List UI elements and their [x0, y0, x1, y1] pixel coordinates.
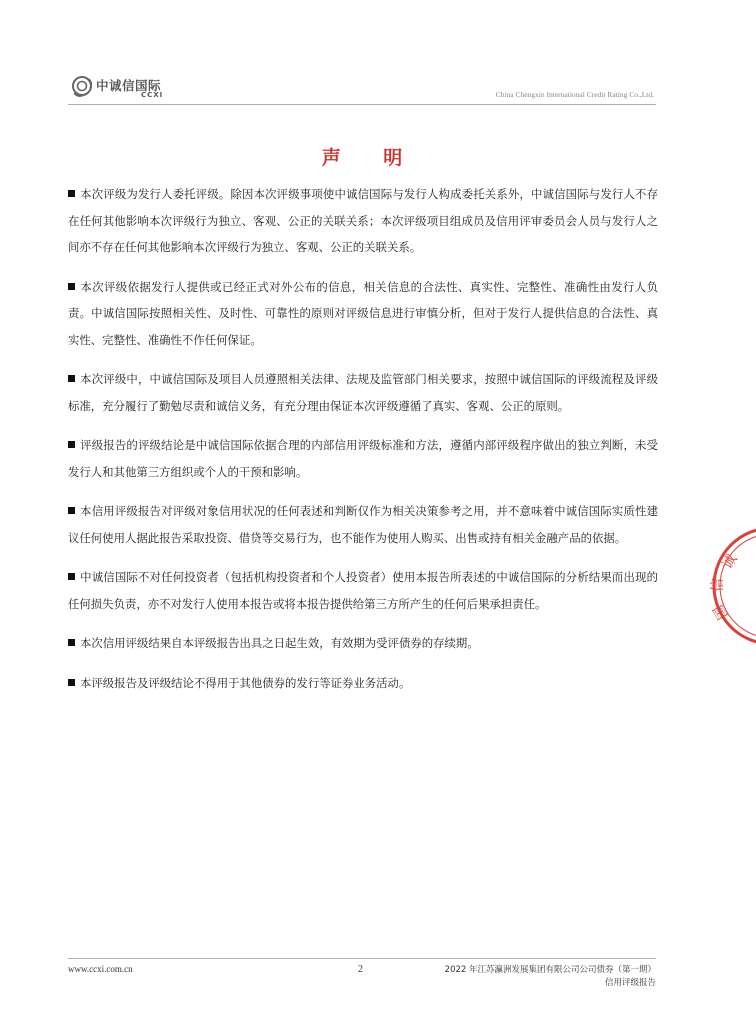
declaration-text: 本次评级为发行人委托评级。除因本次评级事项使中诚信国际与发行人构成委托关系外，中诚信国际与发行人不存在任何其他影响本次评级行为独立、客观、公正的关联关系；本次评级项目组成员及信用评审委员会人员与发行人之间亦不存在任何其他影响本次评级行为独立、客观、公正的关联关系。 [68, 187, 658, 254]
declaration-item [68, 366, 658, 419]
report-title-line: 2022 年江苏瀛洲发展集团有限公司公司债券（第一期） [444, 965, 656, 975]
svg-text:国: 国 [710, 601, 732, 622]
company-english-name: China Chengxin International Credit Rating Co.,Ltd. [495, 90, 654, 99]
ccxi-logo [70, 74, 180, 104]
page-number: 2 [358, 964, 363, 975]
square-bullet-icon [68, 441, 75, 448]
declaration-item [68, 432, 658, 485]
square-bullet-icon [68, 190, 75, 197]
square-bullet-icon [68, 639, 75, 646]
declaration-item [68, 274, 658, 354]
declaration-item [68, 670, 658, 697]
footer-divider [68, 958, 656, 959]
company-seal-stamp [708, 522, 756, 650]
logo-english-name: CCXI [141, 91, 164, 99]
declaration-item [68, 498, 658, 551]
footer-website-url: www.ccxi.com.cn [68, 964, 133, 974]
declaration-text: 中诚信国际不对任何投资者（包括机构投资者和个人投资者）使用本报告所表述的中诚信国际的分析结果而出现的任何损失负责，亦不对发行人使用本报告或将本报告提供给第三方所产生的任何后果承担责任。 [68, 570, 658, 611]
declaration-text: 本次评级中，中诚信国际及项目人员遵照相关法律、法规及监管部门相关要求，按照中诚信国际的评级流程及评级标准，充分履行了勤勉尽责和诚信义务，有充分理由保证本次评级遵循了真实、客观、公正的原则。 [68, 372, 658, 413]
declaration-list [68, 181, 658, 709]
declaration-text: 本次评级依据发行人提供或已经正式对外公布的信息，相关信息的合法性、真实性、完整性、准确性由发行人负责。中诚信国际按照相关性、及时性、可靠性的原则对评级信息进行审慎分析，但对于发行人提供信息的合法性、真实性、完整性、准确性不作任何保证。 [68, 279, 658, 347]
declaration-item [68, 564, 658, 617]
square-bullet-icon [68, 679, 75, 686]
square-bullet-icon [68, 573, 75, 580]
declaration-item [68, 630, 658, 657]
svg-text:诚: 诚 [719, 551, 741, 572]
square-bullet-icon [68, 507, 75, 514]
page-title: 声 明 [321, 147, 421, 169]
footer-report-title [445, 964, 656, 990]
report-title-line: 信用评级报告 [604, 978, 656, 988]
ccxi-logo-icon [70, 74, 96, 100]
declaration-text: 本次信用评级结果自本评级报告出具之日起生效，有效期为受评债券的存续期。 [80, 636, 479, 650]
logo-chinese-name: 中诚信国际 [96, 78, 162, 93]
declaration-text: 本信用评级报告对评级对象信用状况的任何表述和判断仅作为相关决策参考之用，并不意味着中诚信国际实质性建议任何使用人据此报告采取投资、借贷等交易行为，也不能作为使用人购买、出售或持有相关金融产品的依据。 [68, 504, 658, 545]
square-bullet-icon [68, 375, 75, 382]
square-bullet-icon [68, 283, 75, 290]
declaration-text: 评级报告的评级结论是中诚信国际依据合理的内部信用评级标准和方法，遵循内部评级程序做出的独立判断，未受发行人和其他第三方组织或个人的干预和影响。 [68, 438, 658, 479]
declaration-text: 本评级报告及评级结论不得用于其他债券的发行等证券业务活动。 [80, 675, 411, 690]
svg-text:信: 信 [710, 578, 726, 592]
declaration-item [68, 181, 658, 261]
header-divider [68, 104, 656, 105]
